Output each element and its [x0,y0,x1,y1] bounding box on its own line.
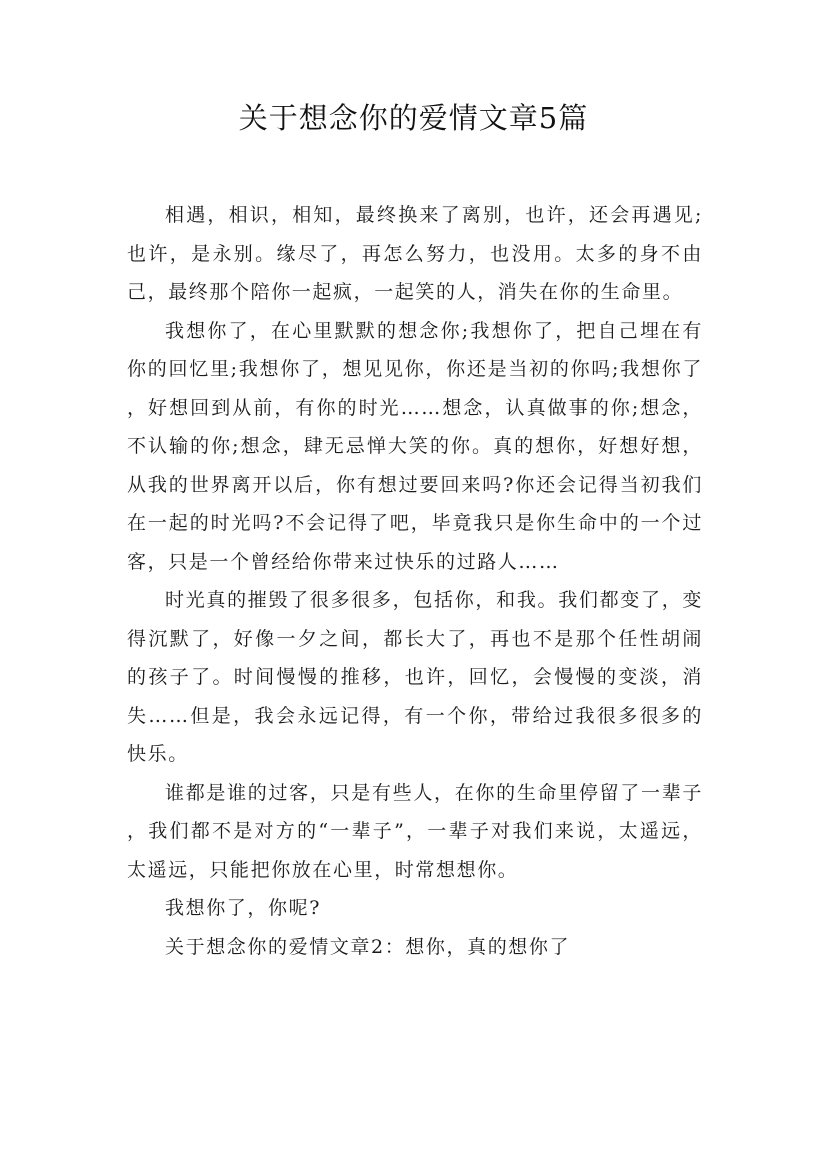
section-heading-article-2: 关于想念你的爱情文章2：想你，真的想你了 [165,935,571,958]
paragraph-1: 相遇，相识，相知，最终换来了离别，也许，还会再遇见;也许，是永别。缘尽了，再怎么努力，也没用。太多的身不由己，最终那个陪你一起疯，一起笑的人，消失在你的生命里。 [127,204,703,303]
paragraph-5: 我想你了，你呢? [165,897,321,919]
document-body [127,196,703,966]
document-title: 关于想念你的爱情文章5篇 [238,101,589,135]
paragraph-3: 时光真的摧毁了很多很多，包括你，和我。我们都变了，变得沉默了，好像一夕之间，都长大了，再也不是那个任性胡闹的孩子了。时间慢慢的推移，也许，回忆，会慢慢的变淡，消失……但是，我会永远记得，有一个你，带给过我很多很多的快乐。 [127,589,703,765]
paragraph-4: 谁都是谁的过客，只是有些人，在你的生命里停留了一辈子，我们都不是对方的“一辈子”，一辈子对我们来说，太遥远，太遥远，只能把你放在心里，时常想想你。 [127,781,703,881]
paragraph-2: 我想你了，在心里默默的想念你;我想你了，把自己埋在有你的回忆里;我想你了，想见见你，你还是当初的你吗;我想你了，好想回到从前，有你的时光……想念，认真做事的你;想念，不认输的你;想念，肆无忌惮大笑的你。真的想你，好想好想，从我的世界离开以后，你有想过要回来吗?你还会记得当初我们在一起的时光吗?不会记得了吧，毕竟我只是你生命中的一个过客，只是一个曾经给你带来过快乐的过路人…… [127,319,703,573]
